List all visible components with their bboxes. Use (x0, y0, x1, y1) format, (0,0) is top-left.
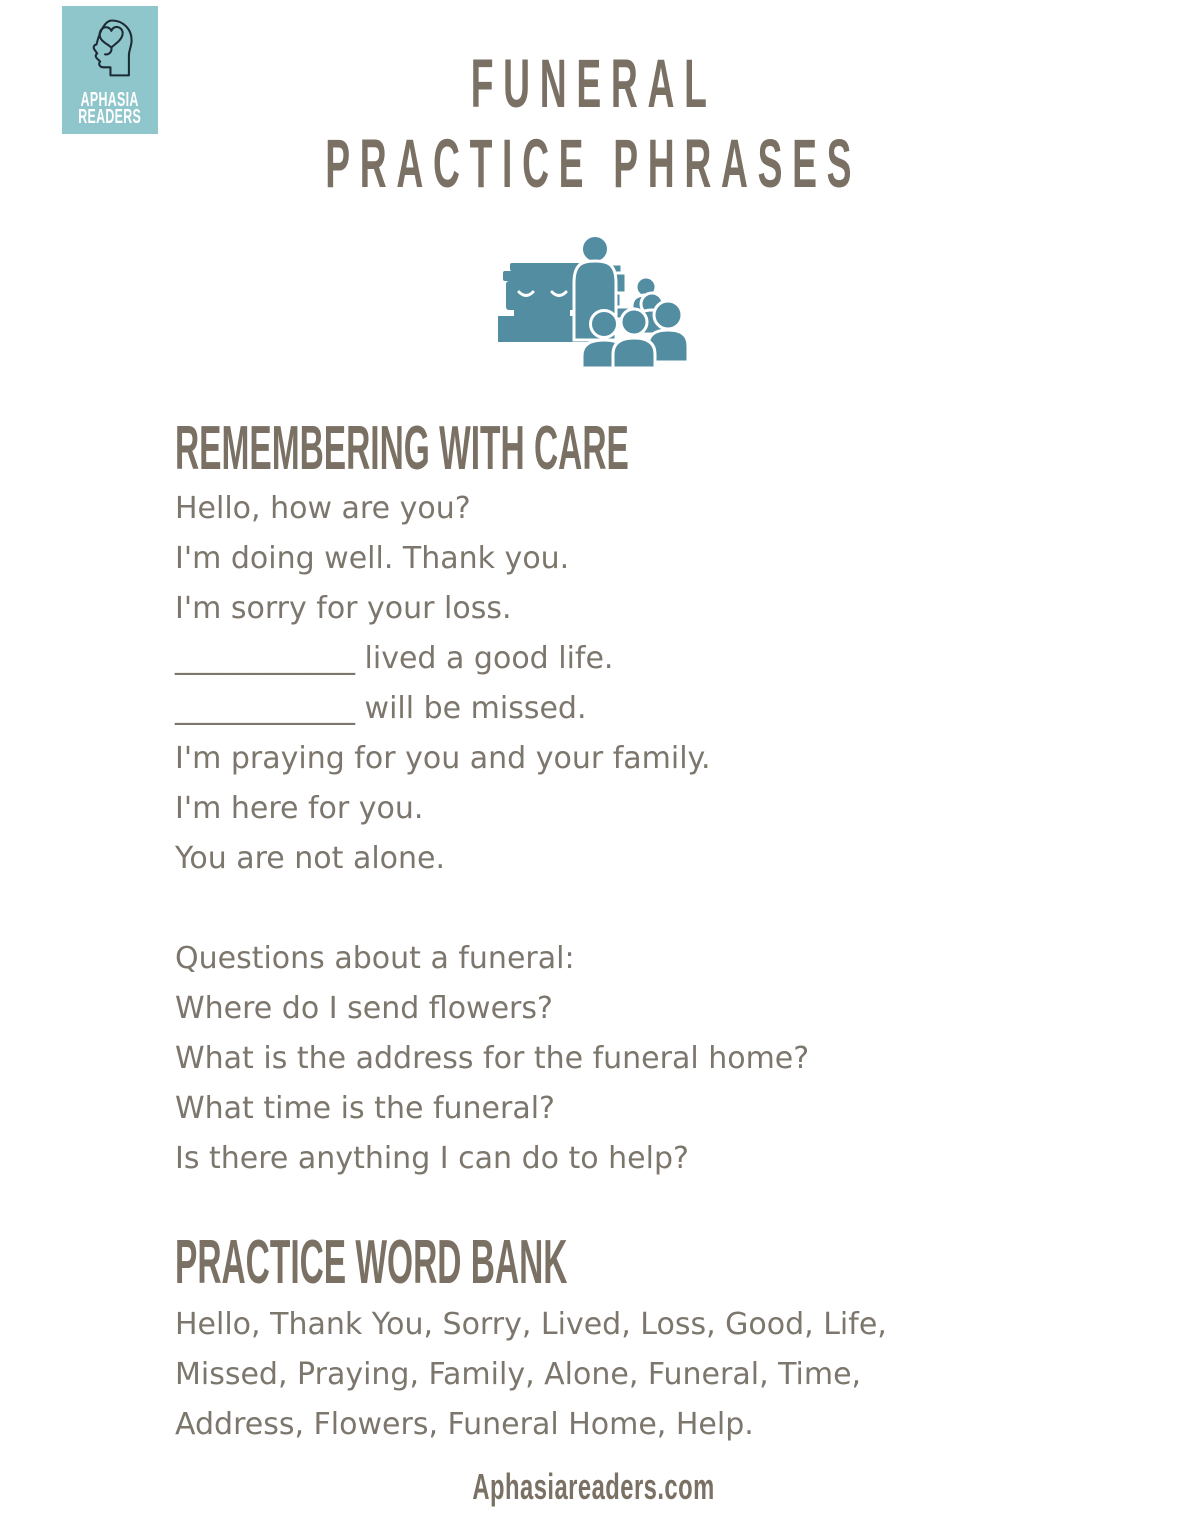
funeral-service-icon (494, 234, 690, 368)
phrase-line: You are not alone. (175, 841, 446, 876)
question-line: What time is the funeral? (175, 1091, 555, 1126)
phrase-line: I'm here for you. (175, 791, 424, 826)
title-line1: FUNERAL (470, 45, 717, 122)
question-line: Where do I send flowers? (175, 991, 553, 1026)
page-title (0, 44, 1187, 204)
footer (0, 1465, 1187, 1509)
phrase-line: I'm doing well. Thank you. (175, 541, 570, 576)
phrase-line: I'm praying for you and your family. (175, 741, 711, 776)
phrase-line: Hello, how are you? (175, 491, 471, 526)
question-line: What is the address for the funeral home? (175, 1041, 810, 1076)
funeral-questions-list (175, 934, 809, 1184)
question-line: Is there anything I can do to help? (175, 1141, 689, 1176)
phrase-line: I'm sorry for your loss. (175, 591, 512, 626)
logo-brand-line2: READERS (78, 106, 142, 128)
section-heading-word-bank: PRACTICE WORD BANK (175, 1228, 568, 1297)
phrase-line-fill-in-blank: ____________ will be missed. (175, 691, 587, 726)
footer-website: Aphasiareaders.com (472, 1466, 715, 1507)
casket-lid-upper (510, 263, 580, 271)
practice-phrases-list (175, 484, 711, 884)
question-line: Questions about a funeral: (175, 941, 575, 976)
section-heading-remembering: REMEMBERING WITH CARE (175, 414, 629, 483)
word-bank-line: Address, Flowers, Funeral Home, Help. (175, 1407, 754, 1442)
word-bank-list (175, 1300, 887, 1450)
phrase-line-fill-in-blank: ____________ lived a good life. (175, 641, 614, 676)
word-bank-line: Missed, Praying, Family, Alone, Funeral, Time, (175, 1357, 862, 1392)
title-line2: PRACTICE PHRASES (325, 125, 862, 202)
logo-brand-line1: APHASIA (81, 89, 139, 111)
word-bank-line: Hello, Thank You, Sorry, Lived, Loss, Good, Life, (175, 1307, 887, 1342)
